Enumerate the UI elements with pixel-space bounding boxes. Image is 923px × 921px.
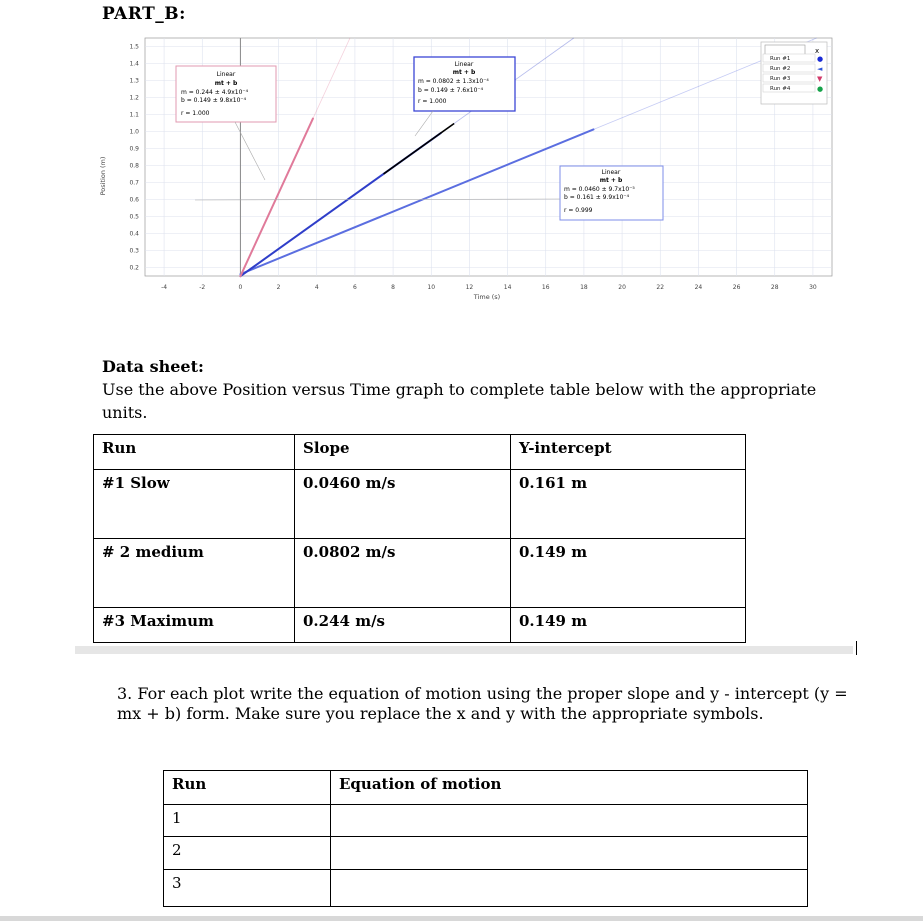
- question-3-text: 3. For each plot write the equation of motion using the proper slope and y - intercept (y = mx + b) form. Make sure you replace the x and y with the appropriate symbols.: [117, 684, 848, 723]
- y-tick-label: 0.4: [129, 230, 139, 238]
- slope-intercept-table: [93, 434, 746, 643]
- x-tick-label: -4: [161, 284, 168, 291]
- cell-equation[interactable]: [331, 870, 807, 874]
- cell-intercept[interactable]: 0.161 m: [519, 474, 588, 492]
- cell-run: #3 Maximum: [102, 612, 214, 630]
- fit-slope: m = 0.244 ± 4.9x10⁻⁴: [181, 89, 249, 96]
- close-icon[interactable]: x: [815, 47, 820, 55]
- legend-label: Run #4: [770, 86, 791, 92]
- y-tick-label: 1.2: [129, 94, 139, 102]
- x-tick-label: 4: [314, 284, 319, 291]
- legend-item[interactable]: [763, 64, 823, 73]
- x-tick-label: 0: [238, 284, 243, 291]
- equation-of-motion-table: [163, 770, 808, 907]
- x-tick-label: 10: [427, 284, 436, 291]
- x-tick-label: 12: [465, 284, 474, 291]
- y-tick-label: 0.6: [129, 196, 139, 204]
- table-row: [164, 805, 808, 837]
- fit-title: Linear: [601, 169, 621, 176]
- legend-symbol-icon: ●: [817, 55, 824, 63]
- bottom-scroll-bar[interactable]: [0, 916, 923, 921]
- fit-intercept: b = 0.149 ± 7.6x10⁻⁴: [418, 87, 483, 94]
- x-tick-label: 24: [694, 284, 703, 291]
- fit-box-run1[interactable]: [560, 166, 663, 220]
- data-sheet-instructions: Use the above Position versus Time graph to complete table below with the appropriate units.: [102, 380, 817, 422]
- header-slope: Slope: [303, 439, 350, 457]
- x-tick-label: 28: [770, 284, 779, 291]
- fit-box-run3[interactable]: [176, 66, 276, 122]
- y-tick-label: 1.4: [129, 60, 139, 68]
- legend-symbol-icon: ◄: [817, 65, 823, 73]
- fit-formula: mt + b: [599, 177, 623, 184]
- fit-slope: m = 0.0460 ± 9.7x10⁻⁵: [564, 186, 635, 193]
- y-tick-label: 0.5: [129, 213, 139, 221]
- legend-symbol-icon: ▼: [817, 75, 823, 83]
- graph-legend: [761, 42, 827, 104]
- header-equation: Equation of motion: [339, 775, 502, 793]
- fit-box-run2[interactable]: [414, 57, 515, 111]
- fit-r: r = 1.000: [181, 110, 210, 117]
- table-row: [94, 608, 746, 643]
- legend-label: Run #1: [770, 56, 791, 62]
- fit-intercept: b = 0.161 ± 9.9x10⁻⁴: [564, 194, 629, 201]
- table-row: [94, 539, 746, 608]
- y-axis-label: Position (m): [99, 156, 107, 196]
- x-tick-label: 18: [580, 284, 588, 291]
- header-y-intercept: Y-intercept: [519, 439, 612, 457]
- x-tick-label: 16: [541, 284, 550, 291]
- y-tick-label: 0.9: [129, 145, 139, 153]
- text-cursor: [856, 641, 857, 655]
- y-tick-label: 0.3: [129, 247, 139, 255]
- fit-slope: m = 0.0802 ± 1.3x10⁻⁴: [418, 78, 489, 85]
- y-tick-label: 0.2: [129, 264, 139, 272]
- cell-equation[interactable]: [331, 837, 807, 841]
- table-row: [164, 837, 808, 870]
- cell-slope[interactable]: 0.0802 m/s: [303, 543, 396, 561]
- legend-item[interactable]: [763, 84, 823, 93]
- x-axis-label: Time (s): [473, 293, 501, 301]
- cell-run: # 2 medium: [102, 543, 204, 561]
- y-tick-label: 1.5: [129, 43, 139, 51]
- fit-formula: mt + b: [452, 69, 476, 76]
- table-row: [94, 470, 746, 539]
- table-row: [164, 870, 808, 907]
- fit-formula: mt + b: [214, 80, 238, 87]
- cell-run: 1: [172, 809, 182, 827]
- fit-r: r = 0.999: [564, 207, 593, 214]
- page-break-band: [75, 646, 853, 654]
- y-tick-label: 1.3: [129, 77, 139, 85]
- x-tick-label: 22: [656, 284, 665, 291]
- cell-run: 2: [172, 841, 182, 859]
- fit-r: r = 1.000: [418, 98, 447, 105]
- y-tick-label: 1.1: [129, 111, 139, 119]
- legend-label: Run #3: [770, 76, 791, 82]
- cell-intercept[interactable]: 0.149 m: [519, 543, 588, 561]
- y-tick-label: 0.7: [129, 179, 139, 187]
- fit-title: Linear: [216, 71, 236, 78]
- fit-title: Linear: [454, 61, 474, 68]
- x-tick-label: 8: [391, 284, 395, 291]
- part-title: PART_B:: [102, 4, 186, 24]
- table-header-row: [94, 435, 746, 470]
- x-tick-label: 26: [732, 284, 741, 291]
- cell-intercept[interactable]: 0.149 m: [519, 612, 588, 630]
- x-tick-label: 6: [353, 284, 357, 291]
- position-time-graph: [75, 26, 835, 308]
- cell-slope[interactable]: 0.244 m/s: [303, 612, 385, 630]
- legend-search-box[interactable]: [765, 45, 805, 55]
- cell-equation[interactable]: [331, 805, 807, 809]
- legend-symbol-icon: ●: [817, 85, 824, 93]
- header-run: Run: [102, 439, 137, 457]
- cell-run: #1 Slow: [102, 474, 170, 492]
- data-sheet-title: Data sheet:: [102, 357, 204, 376]
- y-tick-label: 0.8: [129, 162, 139, 170]
- fit-intercept: b = 0.149 ± 9.8x10⁻⁴: [181, 97, 246, 104]
- x-tick-label: 20: [618, 284, 626, 291]
- y-tick-label: 1.0: [129, 128, 139, 136]
- header-run: Run: [172, 775, 207, 793]
- legend-item[interactable]: [763, 54, 823, 63]
- x-tick-label: 30: [809, 284, 817, 291]
- legend-item[interactable]: [763, 74, 823, 83]
- cell-run: 3: [172, 874, 182, 892]
- x-tick-label: -2: [199, 284, 206, 291]
- x-tick-label: 14: [503, 284, 512, 291]
- cell-slope[interactable]: 0.0460 m/s: [303, 474, 396, 492]
- x-tick-label: 2: [276, 284, 281, 291]
- legend-label: Run #2: [770, 66, 791, 72]
- table-header-row: [164, 771, 808, 805]
